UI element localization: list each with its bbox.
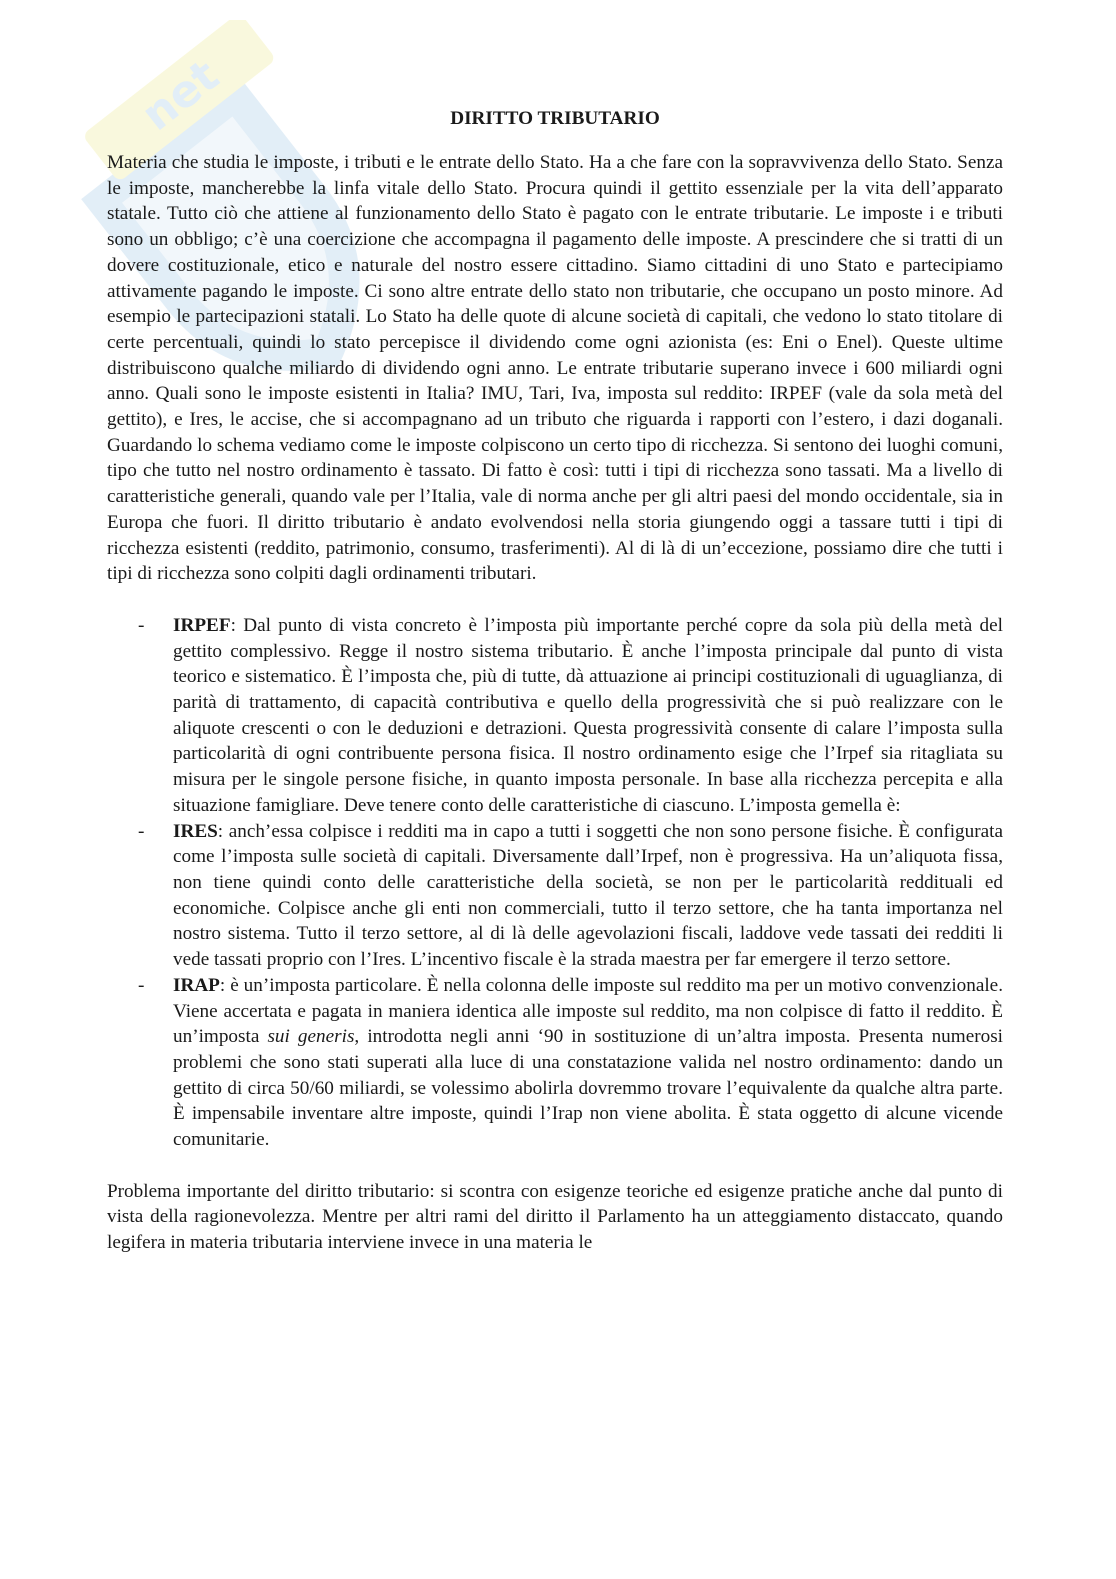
list-item-irpef <box>107 613 1003 819</box>
list-item-text: : è un’imposta particolare. È nella colonna delle imposte sul reddito ma per un motivo convenzionale. Viene accertata e pagata in maniera identica alle imposte sul reddito, ma non colpisce di fatto il reddito. È un’imposta <box>173 974 1003 1048</box>
list-item-text: : Dal punto di vista concreto è l’imposta più importante perché copre da sola più della metà del gettito complessivo. Regge il nostro sistema tributario. È anche l’imposta principale dal punto di vista teorico e sistematico. È l’imposta che, più di tutte, dà attuazione ai principi costituzionali di uguaglianza, di parità di trattamento, di capacità contributiva e quello della progressività che si può realizzare con le aliquote crescenti o con le deduzioni e detrazioni. Questa progressività consente di calare l’imposta sulla particolarità di ogni contribuente persona fisica. Il nostro ordinamento esige che l’Irpef sia ritagliata su misura per le singole persone fisiche, in quanto imposta personale. In base alla ricchezza percepita e alla situazione famigliare. Deve tenere conto delle caratteristiche di ciascuno. L’imposta gemella è: <box>173 614 1003 816</box>
list-item-irap <box>107 973 1003 1153</box>
closing-paragraph: Problema importante del diritto tributario: si scontra con esigenze teoriche ed esigenze pratiche anche dal punto di vista della ragionevolezza. Mentre per altri rami del diritto il Parlamento ha un atteggiamento distaccato, quando legifera in materia tributaria interviene invece in una materia le <box>107 1180 1003 1254</box>
term-irpef: IRPEF <box>173 614 231 636</box>
list-marker: - <box>138 974 145 996</box>
list-marker: - <box>138 614 145 636</box>
document-page <box>107 106 1003 1256</box>
term-ires: IRES <box>173 820 218 842</box>
intro-paragraph: Materia che studia le imposte, i tributi e le entrate dello Stato. Ha a che fare con la sopravvivenza dello Stato. Senza le imposte, mancherebbe la linfa vitale dello Stato. Procura quindi il gettito essenziale per la vita dell’apparato statale. Tutto ciò che attiene al funzionamento dello Stato è pagato con le entrate tributarie. Le imposte i e tributi sono un obbligo; c’è una coercizione che accompagna il pagamento delle imposte. A prescindere che si tratti di un dovere costituzionale, etico e naturale del nostro essere cittadino. Siamo cittadini di uno Stato e partecipiamo attivamente pagando le imposte. Ci sono altre entrate dello stato non tributarie, che occupano un posto minore. Ad esempio le partecipazioni statali. Lo Stato ha delle quote di alcune società di capitali, che vedono lo stato titolare di certe percentuali, quindi lo stato percepisce il dividendo come ogni azionista (es: Eni o Enel). Queste ultime distribuiscono qualche miliardo di dividendo ogni anno. Le entrate tributarie superano invece i 600 miliardi ogni anno. Quali sono le imposte esistenti in Italia? IMU, Tari, Iva, imposta sul reddito: IRPEF (vale da sola metà del gettito), e Ires, le accise, che si accompagnano ad un tributo che riguarda i rapporti con l’estero, i dazi doganali. Guardando lo schema vediamo come le imposte colpiscono un certo tipo di ricchezza. Si sentono dei luoghi comuni, tipo che tutto nel nostro ordinamento è tassato. Di fatto è così: tutti i tipi di ricchezza sono tassati. Ma a livello di caratteristiche generali, quando vale per l’Italia, vale di norma anche per gli altri paesi del mondo occidentale, sia in Europa che fuori. Il diritto tributario è andato evolvendosi nella storia giungendo oggi a tassare tutti i tipi di ricchezza esistenti (reddito, patrimonio, consumo, trasferimenti). Al di là di un’eccezione, possiamo dire che tutti i tipi di ricchezza sono colpiti dagli ordinamenti tributari. <box>107 152 1003 585</box>
page-title: DIRITTO TRIBUTARIO <box>450 108 660 129</box>
list-item-text-cont: , introdotta negli anni ‘90 in sostituzione di un’altra imposta. Presenta numerosi problemi che sono stati superati alla luce di una constatazione valida nel nostro ordinamento: dando un gettito di circa 50/60 miliardi, se volessimo abolirla dovremmo trovare l’equivalente da qualche altra parte. È impensabile inventare altre imposte, quindi l’Irap non viene abolita. È stata oggetto di alcune vicende comunitarie. <box>173 1026 1003 1151</box>
term-irap: IRAP <box>173 974 220 996</box>
list-marker: - <box>138 820 145 842</box>
svg-text:net: net <box>132 50 229 141</box>
list-item-ires <box>107 819 1003 973</box>
emphasis-text: sui generis <box>267 1026 355 1048</box>
tax-list <box>107 613 1003 1153</box>
list-item-text: : anch’essa colpisce i redditi ma in capo a tutti i soggetti che non sono persone fisiche. È configurata come l’imposta sulle società di capitali. Diversamente dall’Irpef, non è progressiva. Ha un’aliquota fissa, non tiene quindi conto delle caratteristiche della società, se non per le particolarità reddituali ed economiche. Colpisce anche gli enti non commerciali, tutto il terzo settore, che ha tanta importanza nel nostro sistema. Tutto il terzo settore, al di là delle agevolazioni fiscali, laddove vede tassati dei redditi li vede tassati proprio con l’Ires. L’incentivo fiscale è la strada maestra per far emergere il terzo settore. <box>173 820 1003 971</box>
